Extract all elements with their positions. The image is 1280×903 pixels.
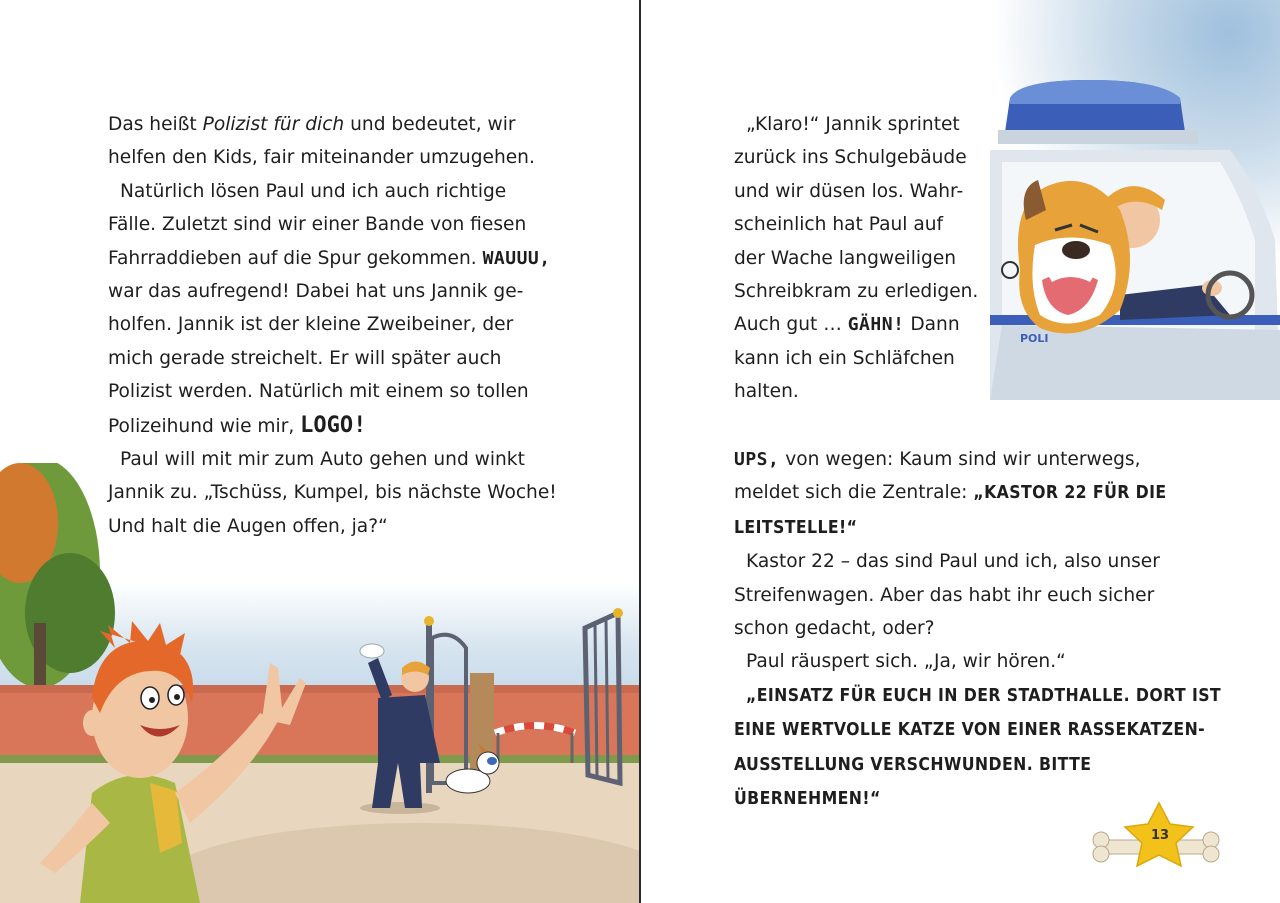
text-run: halten. [734, 381, 799, 403]
text-run: LEITSTELLE!“ [734, 517, 858, 538]
text-line [108, 409, 608, 443]
text-run: Fälle. Zuletzt sind wir einer Bande von fiesen [108, 214, 527, 236]
text-line [734, 679, 1244, 713]
text-line [734, 242, 994, 275]
right-page-bottom-text [734, 443, 1244, 816]
text-run: „Klaro!“ Jannik sprintet [746, 114, 960, 135]
text-line [734, 713, 1244, 747]
text-run: helfen den Kids, fair miteinander umzugehen. [108, 147, 535, 169]
text-line [734, 175, 994, 208]
text-line [108, 242, 608, 275]
police-car-illustration [980, 70, 1280, 400]
text-line [108, 375, 608, 408]
text-run: Streifenwagen. Aber das habt ihr euch sicher [734, 584, 1155, 606]
text-run: Fahrraddieben auf die Spur gekommen. [108, 247, 483, 269]
text-run: von wegen: Kaum sind wir unterwegs, [779, 449, 1141, 470]
text-run: WAUUU, [482, 247, 551, 269]
text-run: Schreibkram zu erledigen. [734, 281, 979, 303]
text-run: scheinlich hat Paul auf [734, 214, 944, 236]
text-run: Dann [904, 314, 960, 336]
text-line [734, 476, 1244, 510]
text-line [734, 579, 1244, 612]
text-run: AUSSTELLUNG VERSCHWUNDEN. BITTE ÜBERNEHMEN!“ [734, 754, 1092, 810]
text-line [734, 612, 1244, 645]
text-run: der Wache langweiligen [734, 247, 957, 269]
car-door-text: POLI [1020, 332, 1049, 345]
text-line [734, 645, 1244, 678]
text-line [734, 375, 994, 408]
text-run: Polizist werden. Natürlich mit einem so tollen [108, 381, 529, 403]
text-run: und bedeutet, wir [344, 114, 516, 135]
text-run: Das heißt [108, 114, 203, 135]
text-line [734, 342, 994, 375]
text-line [108, 208, 608, 241]
text-run: Paul will mit mir zum Auto gehen und winkt [120, 449, 525, 471]
text-run: Kastor 22 – das sind Paul und ich, also unser [746, 551, 1160, 573]
text-run: holfen. Jannik ist der kleine Zweibeiner, der [108, 314, 514, 336]
text-run: Natürlich lösen Paul und ich auch richtige [120, 180, 507, 202]
right-page [641, 0, 1280, 903]
right-page-top-text [734, 108, 994, 409]
text-line [734, 141, 994, 174]
text-run: Und halt die Augen offen, ja?“ [108, 515, 388, 537]
text-run: „EINSATZ FÜR EUCH IN DER STADTHALLE. DORT IST [746, 685, 1222, 706]
text-run: Jannik zu. „Tschüss, Kumpel, bis nächste Woche! [108, 482, 557, 504]
text-line [734, 511, 1244, 545]
text-line [108, 275, 608, 308]
text-run: GÄHN! [847, 314, 905, 336]
text-line [734, 275, 994, 308]
text-line [108, 342, 608, 375]
text-line [108, 141, 608, 174]
text-run: mich gerade streichelt. Er will später auch [108, 347, 502, 369]
page-number: 13 [1151, 828, 1170, 843]
text-run: UPS, [734, 449, 780, 470]
text-line [734, 208, 994, 241]
text-run: Paul räuspert sich. „Ja, wir hören.“ [746, 651, 1066, 673]
text-run: LOGO! [300, 412, 367, 438]
text-run: „KASTOR 22 FÜR DIE [973, 483, 1167, 504]
text-run: und wir düsen los. Wahr- [734, 180, 964, 202]
text-run: EINE WERTVOLLE KATZE VON EINER RASSEKATZEN- [734, 720, 1206, 741]
text-run: zurück ins Schulgebäude [734, 147, 967, 169]
text-line [108, 308, 608, 341]
text-line [108, 175, 608, 208]
text-run: meldet sich die Zentrale: [734, 482, 974, 504]
text-run: Auch gut … [734, 314, 848, 336]
text-run: war das aufregend! Dabei hat uns Jannik ge- [108, 281, 524, 303]
text-line [734, 108, 994, 141]
schoolyard-illustration [0, 463, 640, 903]
text-line [734, 308, 994, 341]
text-run: Polizeihund wie mir, [108, 415, 301, 437]
text-run: schon gedacht, oder? [734, 618, 935, 640]
text-line [734, 443, 1244, 476]
text-run: Polizist für dich [202, 114, 345, 135]
text-line [108, 108, 608, 141]
text-run: kann ich ein Schläfchen [734, 347, 955, 369]
text-line [734, 545, 1244, 578]
